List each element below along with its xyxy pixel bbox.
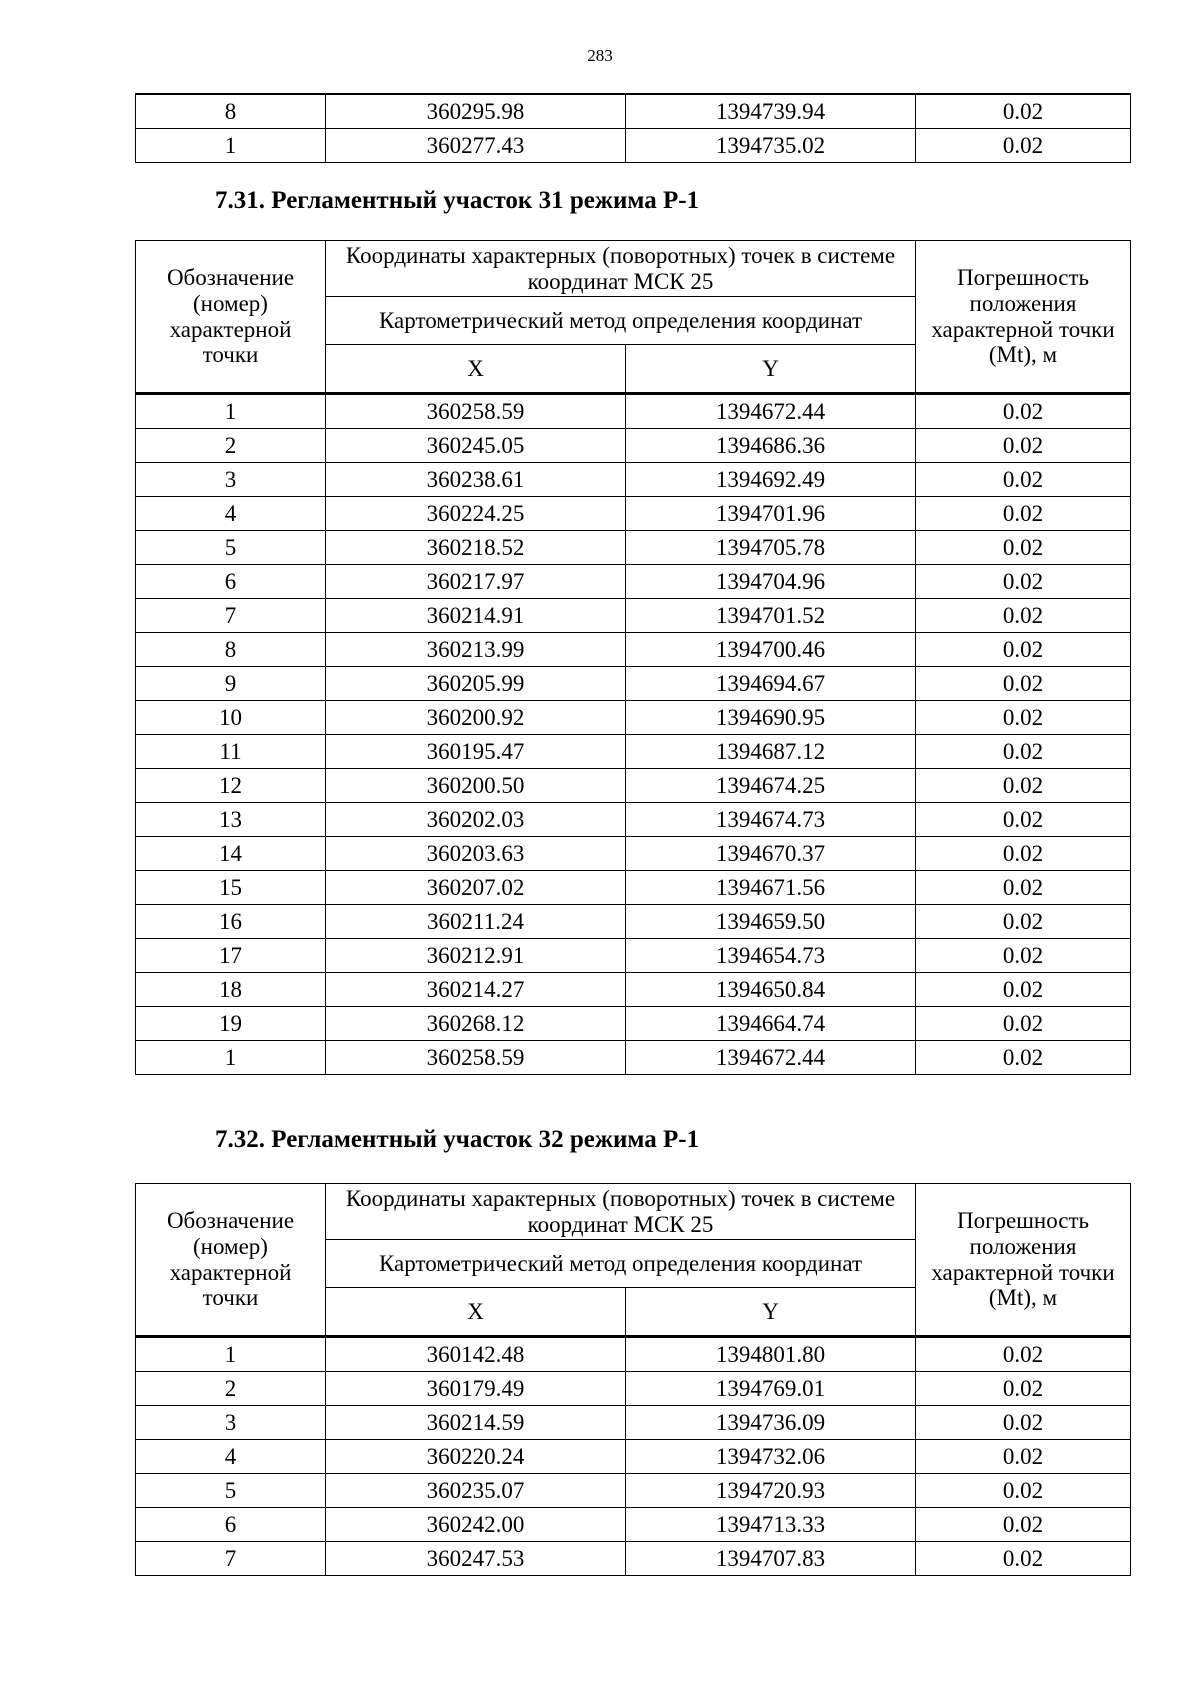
x-coordinate-cell: 360214.91	[326, 599, 626, 633]
x-coordinate-cell: 360207.02	[326, 871, 626, 905]
table-row	[136, 531, 1131, 565]
point-number-cell: 7	[136, 1542, 326, 1576]
coordinates-table	[135, 393, 1131, 1075]
x-coordinate-cell: 360214.27	[326, 973, 626, 1007]
error-value-cell: 0.02	[916, 1406, 1131, 1440]
y-coordinate-cell: 1394650.84	[626, 973, 916, 1007]
point-number-cell: 13	[136, 803, 326, 837]
point-number-cell: 9	[136, 667, 326, 701]
y-coordinate-cell: 1394686.36	[626, 429, 916, 463]
table-row	[136, 1508, 1131, 1542]
error-value-cell: 0.02	[916, 1508, 1131, 1542]
x-coordinate-cell: 360202.03	[326, 803, 626, 837]
y-coordinate-cell: 1394705.78	[626, 531, 916, 565]
error-value-cell: 0.02	[916, 1041, 1131, 1075]
error-header: Погрешность положения характерной точки (Mt), м	[916, 1184, 1131, 1336]
y-coordinate-cell: 1394769.01	[626, 1372, 916, 1406]
table-row	[136, 394, 1131, 429]
y-coordinate-cell: 1394674.25	[626, 769, 916, 803]
error-value-cell: 0.02	[916, 769, 1131, 803]
x-coordinate-cell: 360258.59	[326, 394, 626, 429]
coordinate-system-header: Координаты характерных (поворотных) точек в системе координат МСК 25	[326, 1184, 916, 1240]
section-heading: 7.31. Регламентный участок 31 режима Р-1	[215, 187, 700, 214]
table-row	[136, 1372, 1131, 1406]
y-coordinate-cell: 1394700.46	[626, 633, 916, 667]
point-label-header: Обозначение (номер) характерной точки	[136, 241, 326, 393]
point-number-cell: 17	[136, 939, 326, 973]
coordinate-system-header: Координаты характерных (поворотных) точек в системе координат МСК 25	[326, 241, 916, 297]
point-number-cell: 1	[136, 129, 326, 163]
x-coordinate-cell: 360205.99	[326, 667, 626, 701]
point-number-cell: 6	[136, 565, 326, 599]
point-number-cell: 14	[136, 837, 326, 871]
point-label-header: Обозначение (номер) характерной точки	[136, 1184, 326, 1336]
table-row	[136, 871, 1131, 905]
table-row	[136, 1440, 1131, 1474]
y-coordinate-cell: 1394720.93	[626, 1474, 916, 1508]
x-coordinate-cell: 360217.97	[326, 565, 626, 599]
table-row	[136, 837, 1131, 871]
table-row	[136, 94, 1131, 129]
x-header: X	[326, 1288, 626, 1336]
x-coordinate-cell: 360220.24	[326, 1440, 626, 1474]
method-header: Картометрический метод определения координат	[326, 1240, 916, 1288]
error-value-cell: 0.02	[916, 735, 1131, 769]
method-header: Картометрический метод определения координат	[326, 297, 916, 345]
error-value-cell: 0.02	[916, 1007, 1131, 1041]
error-value-cell: 0.02	[916, 94, 1131, 129]
error-value-cell: 0.02	[916, 633, 1131, 667]
point-number-cell: 4	[136, 497, 326, 531]
x-coordinate-cell: 360203.63	[326, 837, 626, 871]
table-row	[136, 1474, 1131, 1508]
error-value-cell: 0.02	[916, 531, 1131, 565]
point-number-cell: 15	[136, 871, 326, 905]
error-value-cell: 0.02	[916, 565, 1131, 599]
x-header: X	[326, 345, 626, 393]
point-number-cell: 10	[136, 701, 326, 735]
x-coordinate-cell: 360245.05	[326, 429, 626, 463]
point-number-cell: 12	[136, 769, 326, 803]
point-number-cell: 1	[136, 1041, 326, 1075]
point-number-cell: 5	[136, 1474, 326, 1508]
point-number-cell: 11	[136, 735, 326, 769]
table-row	[136, 565, 1131, 599]
table-row	[136, 769, 1131, 803]
x-coordinate-cell: 360213.99	[326, 633, 626, 667]
x-coordinate-cell: 360200.50	[326, 769, 626, 803]
error-value-cell: 0.02	[916, 599, 1131, 633]
error-header: Погрешность положения характерной точки (Mt), м	[916, 241, 1131, 393]
x-coordinate-cell: 360200.92	[326, 701, 626, 735]
error-value-cell: 0.02	[916, 837, 1131, 871]
x-coordinate-cell: 360242.00	[326, 1508, 626, 1542]
error-value-cell: 0.02	[916, 394, 1131, 429]
table-row	[136, 497, 1131, 531]
y-coordinate-cell: 1394672.44	[626, 1041, 916, 1075]
x-coordinate-cell: 360212.91	[326, 939, 626, 973]
y-coordinate-cell: 1394739.94	[626, 94, 916, 129]
point-number-cell: 2	[136, 429, 326, 463]
error-value-cell: 0.02	[916, 701, 1131, 735]
point-number-cell: 4	[136, 1440, 326, 1474]
error-value-cell: 0.02	[916, 667, 1131, 701]
table-row	[136, 803, 1131, 837]
point-number-cell: 3	[136, 463, 326, 497]
y-coordinate-cell: 1394674.73	[626, 803, 916, 837]
table-row	[136, 1337, 1131, 1372]
section-heading: 7.32. Регламентный участок 32 режима Р-1	[215, 1126, 700, 1153]
y-coordinate-cell: 1394671.56	[626, 871, 916, 905]
table-row	[136, 633, 1131, 667]
x-coordinate-cell: 360238.61	[326, 463, 626, 497]
x-coordinate-cell: 360258.59	[326, 1041, 626, 1075]
point-number-cell: 3	[136, 1406, 326, 1440]
page-number: 283	[587, 46, 613, 65]
point-number-cell: 2	[136, 1372, 326, 1406]
table-row	[136, 599, 1131, 633]
error-value-cell: 0.02	[916, 803, 1131, 837]
y-coordinate-cell: 1394694.67	[626, 667, 916, 701]
y-coordinate-cell: 1394670.37	[626, 837, 916, 871]
x-coordinate-cell: 360277.43	[326, 129, 626, 163]
error-value-cell: 0.02	[916, 1474, 1131, 1508]
x-coordinate-cell: 360268.12	[326, 1007, 626, 1041]
point-number-cell: 8	[136, 633, 326, 667]
x-coordinate-cell: 360235.07	[326, 1474, 626, 1508]
error-value-cell: 0.02	[916, 429, 1131, 463]
table-row	[136, 667, 1131, 701]
y-coordinate-cell: 1394736.09	[626, 1406, 916, 1440]
coordinates-table-header	[135, 1183, 1131, 1336]
table-row	[136, 735, 1131, 769]
point-number-cell: 5	[136, 531, 326, 565]
y-coordinate-cell: 1394701.52	[626, 599, 916, 633]
table-row	[136, 1542, 1131, 1576]
point-number-cell: 8	[136, 94, 326, 129]
x-coordinate-cell: 360179.49	[326, 1372, 626, 1406]
coordinates-table-header	[135, 240, 1131, 393]
table-row	[136, 905, 1131, 939]
table-row	[136, 1406, 1131, 1440]
table-row	[136, 939, 1131, 973]
y-coordinate-cell: 1394692.49	[626, 463, 916, 497]
x-coordinate-cell: 360214.59	[326, 1406, 626, 1440]
point-number-cell: 1	[136, 394, 326, 429]
error-value-cell: 0.02	[916, 939, 1131, 973]
point-number-cell: 16	[136, 905, 326, 939]
x-coordinate-cell: 360247.53	[326, 1542, 626, 1576]
y-coordinate-cell: 1394801.80	[626, 1337, 916, 1372]
y-coordinate-cell: 1394659.50	[626, 905, 916, 939]
error-value-cell: 0.02	[916, 1440, 1131, 1474]
point-number-cell: 6	[136, 1508, 326, 1542]
error-value-cell: 0.02	[916, 1542, 1131, 1576]
y-coordinate-cell: 1394735.02	[626, 129, 916, 163]
error-value-cell: 0.02	[916, 497, 1131, 531]
x-coordinate-cell: 360211.24	[326, 905, 626, 939]
x-coordinate-cell: 360295.98	[326, 94, 626, 129]
error-value-cell: 0.02	[916, 1372, 1131, 1406]
point-number-cell: 1	[136, 1337, 326, 1372]
table-row	[136, 463, 1131, 497]
table-row	[136, 1007, 1131, 1041]
point-number-cell: 7	[136, 599, 326, 633]
table-row	[136, 701, 1131, 735]
y-coordinate-cell: 1394654.73	[626, 939, 916, 973]
y-coordinate-cell: 1394707.83	[626, 1542, 916, 1576]
point-number-cell: 18	[136, 973, 326, 1007]
y-coordinate-cell: 1394704.96	[626, 565, 916, 599]
x-coordinate-cell: 360142.48	[326, 1337, 626, 1372]
y-coordinate-cell: 1394732.06	[626, 1440, 916, 1474]
y-coordinate-cell: 1394664.74	[626, 1007, 916, 1041]
x-coordinate-cell: 360195.47	[326, 735, 626, 769]
table-row	[136, 429, 1131, 463]
point-number-cell: 19	[136, 1007, 326, 1041]
y-coordinate-cell: 1394687.12	[626, 735, 916, 769]
table-row	[136, 1041, 1131, 1075]
y-coordinate-cell: 1394690.95	[626, 701, 916, 735]
error-value-cell: 0.02	[916, 1337, 1131, 1372]
continuation-table	[135, 93, 1131, 163]
y-coordinate-cell: 1394713.33	[626, 1508, 916, 1542]
error-value-cell: 0.02	[916, 905, 1131, 939]
table-row	[136, 129, 1131, 163]
x-coordinate-cell: 360224.25	[326, 497, 626, 531]
table-row	[136, 973, 1131, 1007]
error-value-cell: 0.02	[916, 463, 1131, 497]
error-value-cell: 0.02	[916, 871, 1131, 905]
y-coordinate-cell: 1394672.44	[626, 394, 916, 429]
y-header: Y	[626, 345, 916, 393]
error-value-cell: 0.02	[916, 129, 1131, 163]
y-coordinate-cell: 1394701.96	[626, 497, 916, 531]
error-value-cell: 0.02	[916, 973, 1131, 1007]
coordinates-table	[135, 1336, 1131, 1576]
y-header: Y	[626, 1288, 916, 1336]
x-coordinate-cell: 360218.52	[326, 531, 626, 565]
